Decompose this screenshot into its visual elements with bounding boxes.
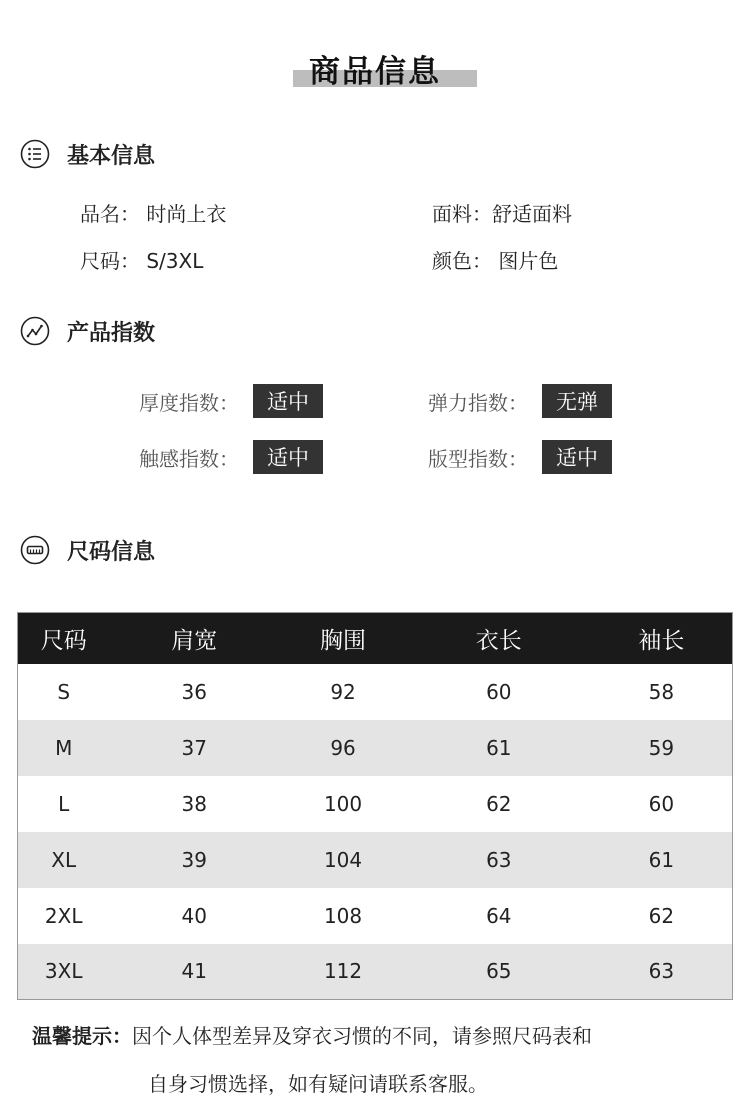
list-icon [20, 139, 50, 169]
index-fit-label: 版型指数： [428, 446, 528, 471]
table-cell: 108 [323, 903, 363, 928]
table-cell: 3XL [18, 944, 110, 1000]
tip-text-2: 自身习惯选择，如有疑问请联系客服。 [148, 1072, 488, 1096]
table-row [18, 776, 733, 832]
table-cell: 39 [109, 832, 279, 888]
col-header-sleeve: 袖长 [591, 613, 733, 664]
table-cell: 112 [279, 944, 407, 1000]
section-product-index-title: 产品指数 [67, 320, 156, 346]
table-cell: L [58, 791, 70, 816]
table-cell: 58 [648, 679, 675, 704]
table-cell: 96 [279, 720, 407, 776]
table-cell: XL [18, 832, 110, 888]
field-product-name: 品名： 时尚上衣 [80, 202, 227, 226]
table-cell: 40 [181, 903, 207, 928]
tip-text-1: 因个人体型差异及穿衣习惯的不同，请参照尺码表和 [132, 1024, 592, 1048]
table-cell: 36 [181, 679, 207, 704]
col-header-length: 衣长 [407, 613, 591, 664]
index-thickness [139, 384, 323, 418]
section-basic-info-header [20, 137, 155, 171]
table-row [18, 720, 733, 776]
size-table-header-row [18, 613, 733, 664]
index-elasticity [428, 384, 612, 418]
col-header-shoulder: 肩宽 [109, 613, 279, 664]
index-thickness-value: 适中 [253, 384, 323, 418]
table-cell: 65 [407, 944, 591, 1000]
index-elasticity-label: 弹力指数： [428, 390, 528, 415]
table-cell: 100 [323, 791, 363, 816]
col-header-chest: 胸围 [279, 613, 407, 664]
table-cell: 41 [109, 944, 279, 1000]
index-fit [428, 440, 612, 474]
index-touch [139, 440, 323, 474]
index-fit-value: 适中 [542, 440, 612, 474]
page-title: 商品信息 [309, 54, 441, 90]
table-cell: 61 [407, 720, 591, 776]
table-cell: 64 [486, 903, 512, 928]
trend-chart-icon [20, 316, 50, 346]
table-cell: 37 [109, 720, 279, 776]
field-size-range: 尺码： S/3XL [80, 249, 204, 273]
section-size-info-title: 尺码信息 [67, 539, 156, 565]
field-fabric: 面料：舒适面料 [432, 202, 572, 226]
table-cell: 38 [181, 791, 207, 816]
size-table [17, 612, 733, 1000]
index-touch-value: 适中 [253, 440, 323, 474]
table-cell: 61 [591, 832, 733, 888]
table-cell: 62 [486, 791, 512, 816]
index-elasticity-value: 无弹 [542, 384, 612, 418]
table-cell: 63 [407, 832, 591, 888]
section-product-index-header [20, 314, 155, 348]
table-cell: 2XL [44, 903, 83, 928]
table-cell: 60 [648, 791, 675, 816]
table-cell: S [57, 679, 71, 704]
table-row [18, 944, 733, 1000]
table-row [18, 888, 733, 944]
section-basic-info-title: 基本信息 [67, 143, 156, 169]
table-row [18, 832, 733, 888]
section-size-info-header [20, 533, 155, 567]
table-cell: 63 [591, 944, 733, 1000]
table-cell: M [18, 720, 110, 776]
index-touch-label: 触感指数： [139, 446, 239, 471]
tip-line-1 [32, 1020, 592, 1049]
table-row [18, 664, 733, 720]
ruler-icon [20, 535, 50, 565]
table-cell: 60 [486, 679, 512, 704]
table-cell: 59 [591, 720, 733, 776]
index-thickness-label: 厚度指数： [139, 390, 239, 415]
col-header-size: 尺码 [18, 613, 110, 664]
page-title-block [0, 42, 750, 92]
table-cell: 104 [279, 832, 407, 888]
field-color: 颜色： 图片色 [432, 249, 559, 273]
tip-prefix: 温馨提示： [32, 1024, 132, 1048]
table-cell: 62 [648, 903, 675, 928]
table-cell: 92 [330, 679, 356, 704]
